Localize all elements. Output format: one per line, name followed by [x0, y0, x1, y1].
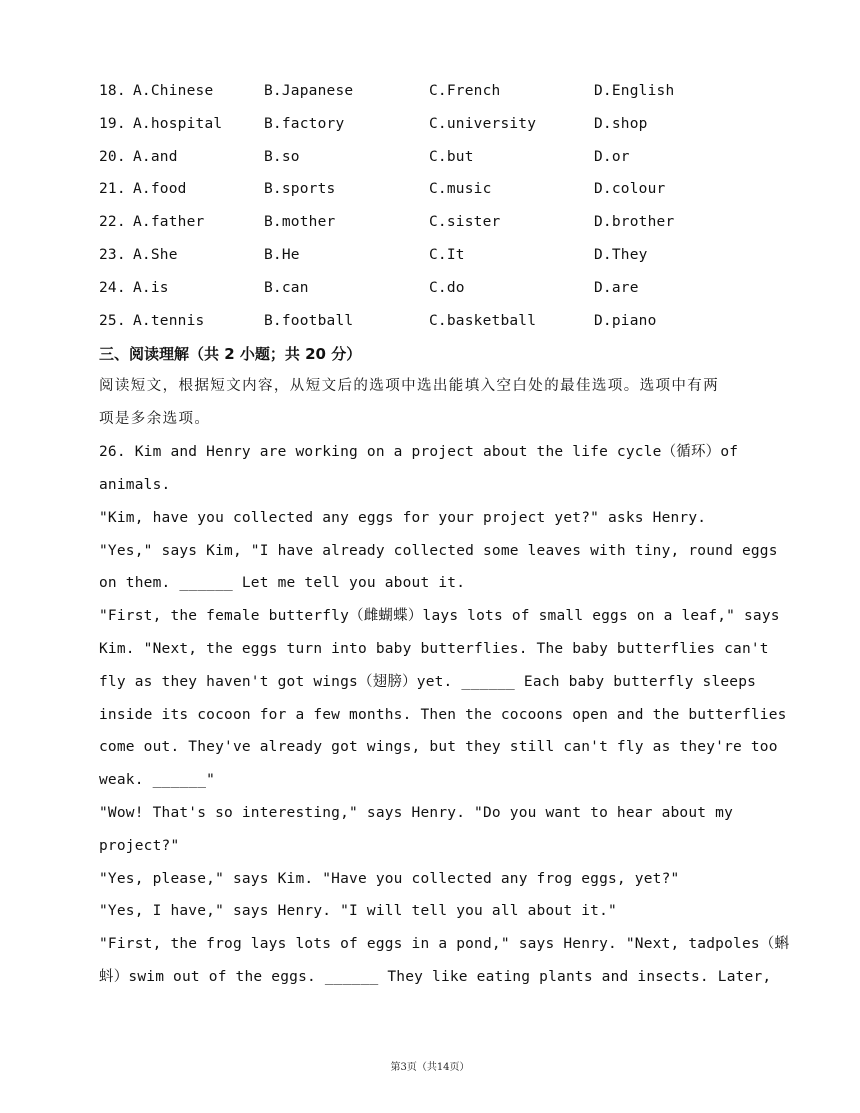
question-number: 19.: [99, 116, 126, 132]
option-c: C.sister: [429, 214, 501, 230]
option-c: C.It: [429, 247, 465, 263]
option-d: D.are: [594, 280, 639, 296]
section-heading: 三、阅读理解（共 2 小题；共 20 分）: [99, 345, 362, 363]
option-c: C.but: [429, 149, 474, 165]
section-instruction-line-1: 阅读短文，根据短文内容，从短文后的选项中选出能填入空白处的最佳选项。选项中有两: [99, 378, 720, 394]
passage-line: Kim. "Next, the eggs turn into baby butterflies. The baby butterflies can't: [99, 641, 769, 657]
option-c: C.university: [429, 116, 537, 132]
page-footer: 第3页（共14页）: [390, 1062, 470, 1073]
option-d: D.colour: [594, 181, 666, 197]
passage-line: "Yes, please," says Kim. "Have you collected any frog eggs, yet?": [99, 871, 680, 887]
passage-line: "First, the female butterfly（雌蝴蝶）lays lots of small eggs on a leaf," says: [99, 608, 780, 624]
section-instruction-line-2: 项是多余选项。: [99, 411, 211, 427]
passage-line: animals.: [99, 477, 171, 493]
passage-line: fly as they haven't got wings（翅膀）yet. ______ Each baby butterfly sleeps: [99, 674, 757, 690]
option-c: C.do: [429, 280, 465, 296]
question-number: 18.: [99, 83, 126, 99]
passage-line: inside its cocoon for a few months. Then the cocoons open and the butterflies: [99, 707, 787, 723]
option-c: C.basketball: [429, 313, 537, 329]
question-number: 22.: [99, 214, 126, 230]
question-number: 23.: [99, 247, 126, 263]
option-b: B.so: [264, 149, 300, 165]
option-b: B.Japanese: [264, 83, 354, 99]
option-a: A.tennis: [133, 313, 205, 329]
option-b: B.mother: [264, 214, 336, 230]
passage-line: "First, the frog lays lots of eggs in a pond," says Henry. "Next, tadpoles（蝌: [99, 936, 790, 952]
option-a: A.is: [133, 280, 169, 296]
option-b: B.can: [264, 280, 309, 296]
passage-line: "Yes, I have," says Henry. "I will tell you all about it.": [99, 903, 617, 919]
option-a: A.and: [133, 149, 178, 165]
question-number: 24.: [99, 280, 126, 296]
passage-line: come out. They've already got wings, but they still can't fly as they're too: [99, 739, 778, 755]
option-b: B.He: [264, 247, 300, 263]
question-number: 21.: [99, 181, 126, 197]
passage-line: 蚪）swim out of the eggs. ______ They like eating plants and insects. Later,: [99, 969, 772, 985]
option-d: D.brother: [594, 214, 675, 230]
option-a: A.Chinese: [133, 83, 214, 99]
option-d: D.shop: [594, 116, 648, 132]
option-a: A.father: [133, 214, 205, 230]
question-number: 20.: [99, 149, 126, 165]
option-b: B.football: [264, 313, 354, 329]
option-b: B.factory: [264, 116, 345, 132]
option-a: A.food: [133, 181, 187, 197]
passage-line: "Kim, have you collected any eggs for your project yet?" asks Henry.: [99, 510, 707, 526]
option-a: A.hospital: [133, 116, 223, 132]
option-a: A.She: [133, 247, 178, 263]
passage-line: 26. Kim and Henry are working on a project about the life cycle（循环）of: [99, 444, 739, 460]
passage-line: project?": [99, 838, 180, 854]
passage-line: weak. ______": [99, 772, 216, 788]
option-d: D.English: [594, 83, 675, 99]
option-d: D.piano: [594, 313, 657, 329]
option-c: C.French: [429, 83, 501, 99]
option-d: D.or: [594, 149, 630, 165]
option-d: D.They: [594, 247, 648, 263]
option-c: C.music: [429, 181, 492, 197]
question-number: 25.: [99, 313, 126, 329]
passage-line: "Wow! That's so interesting," says Henry. "Do you want to hear about my: [99, 805, 734, 821]
passage-line: on them. ______ Let me tell you about it.: [99, 575, 466, 591]
option-b: B.sports: [264, 181, 336, 197]
passage-line: "Yes," says Kim, "I have already collected some leaves with tiny, round eggs: [99, 543, 778, 559]
